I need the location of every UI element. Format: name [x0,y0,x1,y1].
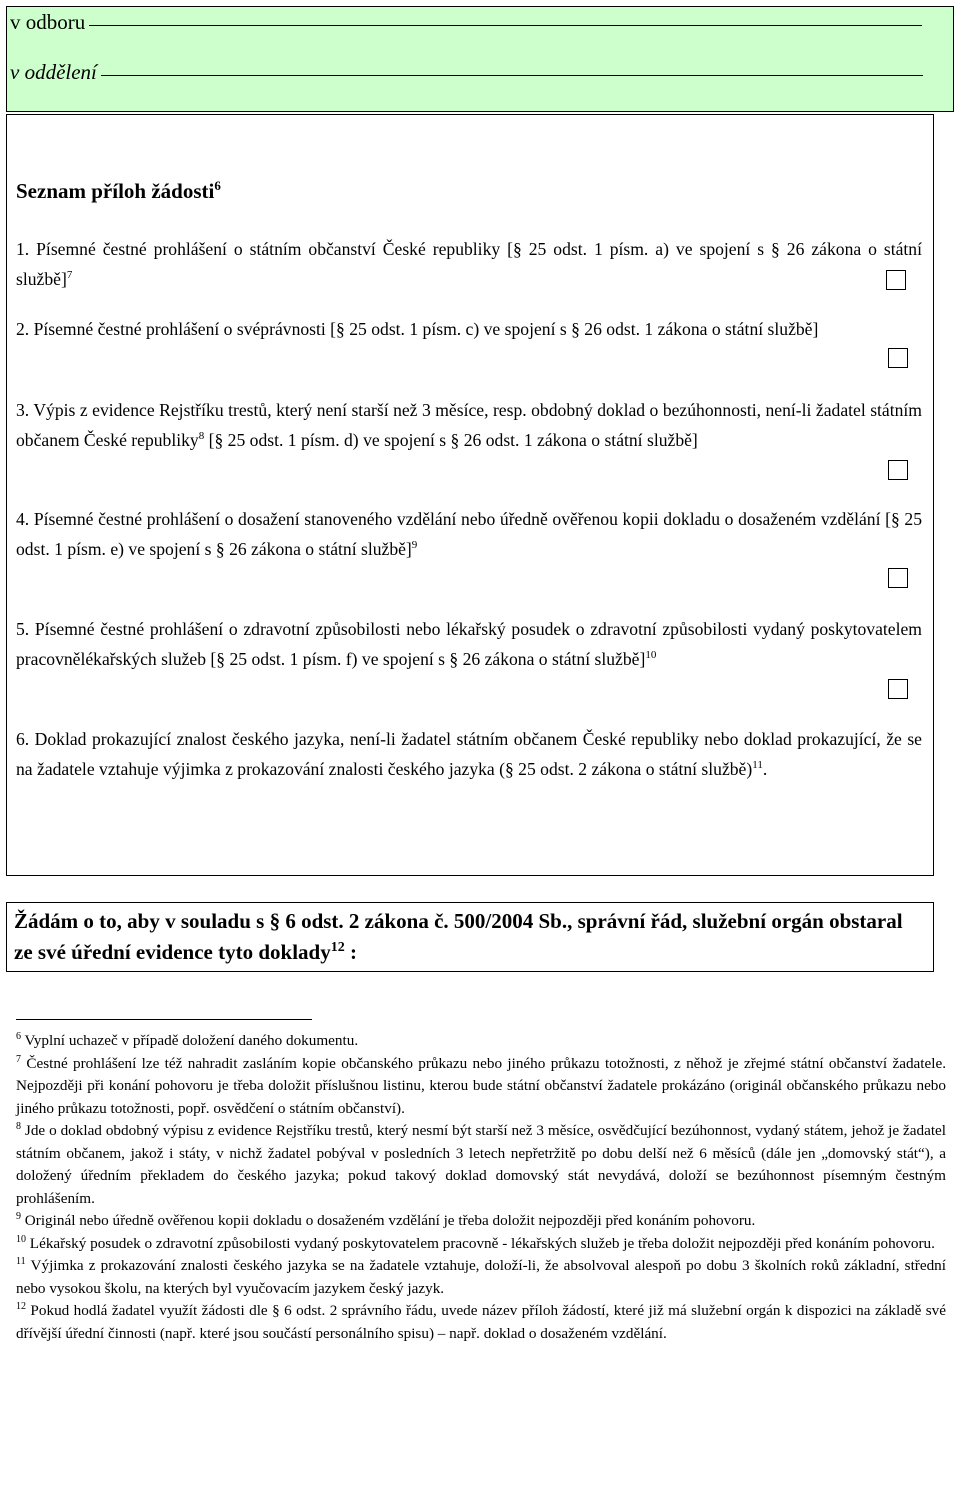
item-text: 3. Výpis z evidence Rejstříku trestů, který není starší než 3 měsíce, resp. obdobný doklad o bezúhonnosti, není-li žadatel státním občanem České republiky [16,400,922,450]
footnote-text: Výjimka z prokazování znalosti českého jazyka se na žadatele vztahuje, doloží-li, že absolvoval alespoň po dobu 3 školních roků základní, střední nebo vysokou školu, na kterých byl vyučovacím jazykem český jazyk. [16,1257,946,1297]
item-text: 6. Doklad prokazující znalost českého jazyka, není-li žadatel státním občanem České republiky nebo doklad prokazující, že se na žadatele vztahuje výjimka z prokazování znalosti českého jazyka (§ 25 odst. 2 zákona o státní službě) [16,729,922,779]
oddeleni-line [10,60,923,85]
request-tail: : [344,940,357,964]
footnote-text: Čestné prohlášení lze též nahradit zasláním kopie občanského průkazu nebo jiného průkazu totožnosti, z něhož je zřejmé státní občanství žadatele. Nejpozději při konání pohovoru je třeba doložit příslušnou listinu, kterou bude státní občanství žadatele prokázáno (originál občanského průkazu nebo jiného průkazu totožnosti, popř. osvědčení o státním občanství). [16,1054,946,1117]
footnote-8 [16,1120,946,1210]
item-text: 2. Písemné čestné prohlášení o svéprávnosti [§ 25 odst. 1 písm. c) ve spojení s § 26 odst. 1 zákona o státní službě] [16,319,819,339]
footnote-number: 7 [16,1053,21,1065]
attachment-4-checkbox[interactable] [888,568,908,588]
item-text: 1. Písemné čestné prohlášení o státním občanství České republiky [§ 25 odst. 1 písm. a) ve spojení s § 26 zákona o státní službě] [16,239,922,289]
footnote-ref: 7 [66,269,73,282]
footnote-separator [16,1019,312,1020]
attachment-item-6 [16,724,922,784]
footnote-number: 8 [16,1120,21,1132]
footnote-9 [16,1210,946,1233]
footnote-ref: 11 [752,759,763,772]
footnote-text: Pokud hodlá žadatel využít žádosti dle § 6 odst. 2 správního řádu, uvede název příloh žádostí, které již má služební orgán k dispozici na základě své dřívější úřední činnosti (např. které jsou součástí personálního spisu) – např. doklad o dosaženém vzdělání. [16,1302,946,1342]
footnote-12 [16,1300,946,1345]
footnote-10 [16,1233,946,1256]
footnote-ref: 6 [214,178,221,193]
footnote-11 [16,1255,946,1300]
footnote-text: Vyplní uchazeč v případě doložení daného dokumentu. [21,1032,359,1049]
footnote-ref: 12 [330,940,345,955]
attachment-item-1 [16,234,922,294]
section-title-text: Seznam příloh žádosti [16,179,215,203]
item-text: 4. Písemné čestné prohlášení o dosažení stanoveného vzdělání nebo úředně ověřenou kopii dokladu o dosaženém vzdělání [§ 25 odst. 1 písm. e) ve spojení s § 26 zákona o státní službě] [16,509,922,559]
footnote-number: 11 [16,1255,26,1267]
odbor-label: v odboru [10,10,86,34]
request-statement [14,906,914,968]
footnote-text: Jde o doklad obdobný výpisu z evidence Rejstříku trestů, který nesmí být starší než 3 měsíce, osvědčující bezúhonnost, vydaný státem, jehož je žadatel státním občanem, jakož i státy, v nichž žadatel pobýval v posledních 3 letech nepřetržitě po dobu delší než 6 měsíců (dále jen „domovský stát“), a doložený úředním překladem do českého jazyka; pokud takový doklad domovský stát nevydává, doloží se bezúhonnost písemným čestným prohlášením. [16,1122,946,1207]
item-text-cont: [§ 25 odst. 1 písm. d) ve spojení s § 26 odst. 1 zákona o státní službě] [204,430,698,450]
footnote-number: 9 [16,1210,21,1222]
footnote-number: 12 [16,1300,26,1312]
oddeleni-label: v oddělení [10,60,97,84]
footnote-ref: 8 [198,430,205,443]
attachment-5-checkbox[interactable] [888,679,908,699]
attachment-item-3 [16,395,922,455]
attachment-item-4 [16,504,922,564]
item-tail: . [762,759,768,779]
footnote-text: Lékařský posudek o zdravotní způsobilosti vydaný poskytovatelem pracovně - lékařských služeb je třeba doložit nejpozději před konáním pohovoru. [26,1234,935,1252]
attachment-item-5 [16,614,922,674]
attachment-item-2 [16,314,922,344]
attachment-1-checkbox[interactable] [886,270,906,290]
request-text: Žádám o to, aby v souladu s § 6 odst. 2 zákona č. 500/2004 Sb., správní řád, služební orgán obstaral ze své úřední evidence tyto doklady [14,909,903,964]
section-title [16,178,221,204]
footnote-ref: 9 [411,539,418,552]
footnote-ref: 10 [645,649,657,662]
footnote-number: 6 [16,1030,21,1042]
item-text: 5. Písemné čestné prohlášení o zdravotní způsobilosti nebo lékařský posudek o zdravotní způsobilosti vydaný poskytovatelem pracovnělékařských služeb [§ 25 odst. 1 písm. f) ve spojení s § 26 zákona o státní službě] [16,619,922,669]
attachment-3-checkbox[interactable] [888,460,908,480]
footnote-text: Originál nebo úředně ověřenou kopii dokladu o dosaženém vzdělání je třeba doložit nejpozději před konáním pohovoru. [21,1212,756,1229]
footnote-number: 10 [16,1233,26,1245]
odbor-line [10,10,922,35]
footnote-7 [16,1053,946,1121]
oddeleni-fill-line[interactable] [101,74,923,76]
odbor-fill-line[interactable] [89,24,922,26]
footnotes [16,1030,946,1345]
attachment-2-checkbox[interactable] [888,348,908,368]
footnote-6 [16,1030,946,1053]
